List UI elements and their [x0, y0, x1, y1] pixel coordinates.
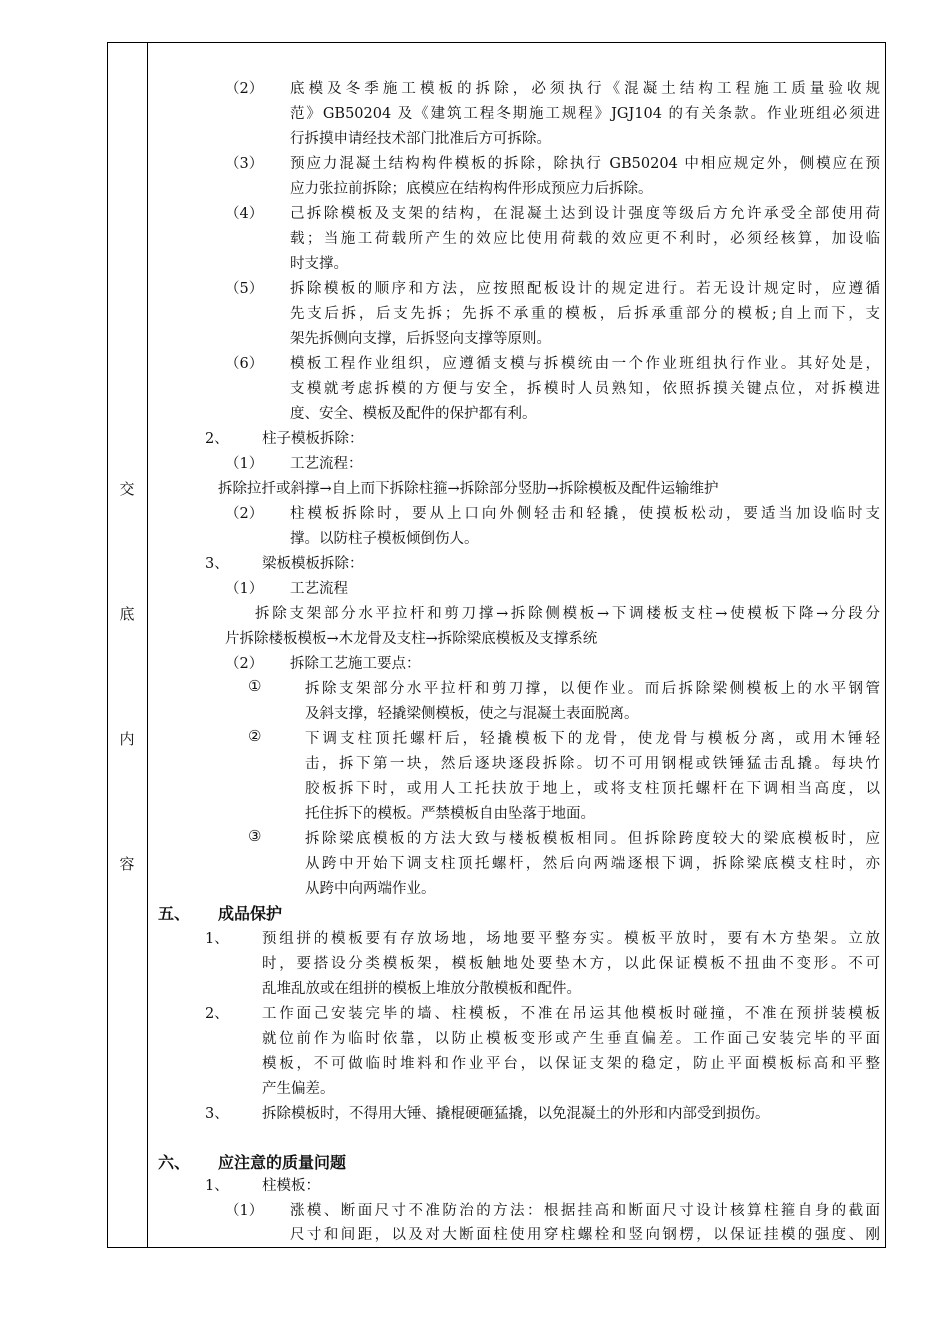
item-number: （2）	[225, 81, 264, 97]
section-number: 六、	[158, 1153, 191, 1172]
point-line: 托住拆下的模板。严禁模板自由坠落于地面。	[305, 806, 595, 822]
point-line: 击，拆下第一块，然后逐块逐段拆除。切不可用钢棍或铁锤猛击乱撬。每块竹	[305, 756, 880, 772]
item-line: 载；当施工荷载所产生的效应比使用荷载的效应更不利时，必须经核算，加设临	[290, 231, 880, 247]
item-line: 支模就考虑拆模的方便与安全，拆模时人员熟知，依照拆摸关键点位，对拆模进	[290, 381, 880, 397]
sidebar-label-3: 内	[119, 730, 135, 748]
item-line: 乱堆乱放或在组拼的模板上堆放分散模板和配件。	[262, 981, 581, 997]
item-line: 模板，不可做临时堆料和作业平台，以保证支架的稳定，防止平面模板标高和平整	[262, 1056, 880, 1072]
item-line: 拆除模板的顺序和方法，应按照配板设计的规定进行。若无设计规定时，应遵循	[290, 281, 880, 297]
item-number: 3、	[205, 1106, 229, 1122]
item-line: 架先拆侧向支撑，后拆竖向支撑等原则。	[290, 331, 551, 347]
process-flow: 片拆除楼板模板→木龙骨及支柱→拆除梁底模板及支撑系统	[225, 631, 598, 647]
item-line: 时，要搭设分类模板架，模板触地处要垫木方，以此保证模板不扭曲不变形。不可	[262, 956, 880, 972]
item-line: 预应力混凝土结构构件模板的拆除，除执行 GB50204 中相应规定外，侧模应在预	[290, 156, 880, 172]
item-line: 度、安全、模板及配件的保护都有利。	[290, 406, 537, 422]
point-line: 从跨中向两端作业。	[305, 881, 436, 897]
item-line: 就位前作为临时依靠，以防止模板变形或产生垂直偏差。工作面己安装完毕的平面	[262, 1031, 880, 1047]
item-line: 尺寸和间距，以及对大断面柱使用穿柱螺栓和竖向钢楞，以保证挂模的强度、刚	[290, 1227, 880, 1243]
item-line: 时支撑。	[290, 256, 348, 272]
item-line: 己拆除模板及支架的结构，在混凝土达到设计强度等级后方允许承受全部使用荷	[290, 206, 880, 222]
item-line: 范》GB50204 及《建筑工程冬期施工规程》JGJ104 的有关条款。作业班组必须进	[290, 106, 880, 122]
subsection-title: 柱模板：	[262, 1178, 320, 1194]
item-line: 撑。以防柱子模板倾倒伤人。	[290, 531, 479, 547]
point-line: 胶板拆下时，或用人工托扶放于地上，或将支柱顶托螺杆在下调相当高度，以	[305, 781, 880, 797]
item-number: （6）	[225, 356, 264, 372]
subsection-number: 3、	[205, 556, 229, 572]
item-number: （1）	[225, 456, 264, 472]
section-number: 五、	[158, 904, 191, 923]
subsection-title: 梁板模板拆除：	[262, 556, 364, 572]
point-marker: ②	[248, 727, 262, 745]
item-title: 工艺流程	[290, 581, 348, 597]
item-number: （2）	[225, 656, 264, 672]
item-line: 柱模板拆除时，要从上口向外侧轻击和轻撬，使摸板松动，要适当加设临时支	[290, 506, 880, 522]
item-number: 1、	[205, 931, 229, 947]
item-line: 先支后拆，后支先拆；先拆不承重的模板，后拆承重部分的模板;自上而下，支	[290, 306, 880, 322]
sidebar-label-4: 容	[119, 855, 135, 873]
item-title: 拆除工艺施工要点：	[290, 656, 421, 672]
item-number: 2、	[205, 1006, 229, 1022]
point-line: 从跨中开始下调支柱顶托螺杆，然后向两端逐根下调，拆除梁底模支柱时，亦	[305, 856, 880, 872]
sidebar-label-1: 交	[119, 480, 135, 498]
item-line: 模板工程作业组织，应遵循支模与拆模统由一个作业班组执行作业。其好处是，	[290, 356, 880, 372]
item-number: （1）	[225, 1203, 264, 1219]
item-line: 预组拼的模板要有存放场地，场地要平整夯实。模板平放时，要有木方垫架。立放	[262, 931, 880, 947]
point-line: 下调支柱顶托螺杆后，轻撬模板下的龙骨，使龙骨与模板分离，或用木锤轻	[305, 731, 880, 747]
item-number: （1）	[225, 581, 264, 597]
item-line: 行拆摸申请经技术部门批准后方可拆除。	[290, 131, 551, 147]
point-marker: ①	[248, 677, 262, 695]
item-line: 拆除模板时，不得用大锤、撬棍硬砸猛撬，以免混凝土的外形和内部受到损伤。	[262, 1106, 770, 1122]
section-title: 应注意的质量问题	[218, 1153, 347, 1172]
item-line: 底模及冬季施工模板的拆除，必须执行《混凝土结构工程施工质量验收规	[290, 81, 880, 97]
section-title: 成品保护	[218, 904, 283, 923]
item-line: 涨模、断面尺寸不准防治的方法：根据挂高和断面尺寸设计核算柱箍自身的截面	[290, 1203, 880, 1219]
item-title: 工艺流程：	[290, 456, 363, 472]
point-line: 及斜支撑，轻撬梁侧模板，使之与混凝土表面脱离。	[305, 706, 639, 722]
point-marker: ③	[248, 827, 262, 845]
subsection-number: 2、	[205, 431, 229, 447]
point-line: 拆除梁底模板的方法大致与楼板模板相同。但拆除跨度较大的梁底模板时，应	[305, 831, 880, 847]
subsection-title: 柱子模板拆除：	[262, 431, 364, 447]
item-line: 工作面己安装完毕的墙、柱模板，不准在吊运其他模板时碰撞，不准在预拼装模板	[262, 1006, 880, 1022]
item-number: （4）	[225, 206, 264, 222]
process-flow: 拆除支架部分水平拉杆和剪刀撑→拆除侧模板→下调楼板支柱→使模板下降→分段分	[255, 606, 880, 622]
subsection-number: 1、	[205, 1178, 229, 1194]
item-line: 产生偏差。	[262, 1081, 335, 1097]
process-flow: 拆除拉扦或斜撑→自上而下拆除柱箍→拆除部分竖肋→拆除模板及配件运输维护	[218, 481, 719, 497]
column-divider	[147, 42, 148, 1248]
item-number: （2）	[225, 506, 264, 522]
item-number: （5）	[225, 281, 264, 297]
point-line: 拆除支架部分水平拉杆和剪刀撑，以便作业。而后拆除梁侧模板上的水平钢管	[305, 681, 880, 697]
item-line: 应力张拉前拆除；底模应在结构构件形成预应力后拆除。	[290, 181, 653, 197]
sidebar-label-2: 底	[119, 605, 135, 623]
item-number: （3）	[225, 156, 264, 172]
